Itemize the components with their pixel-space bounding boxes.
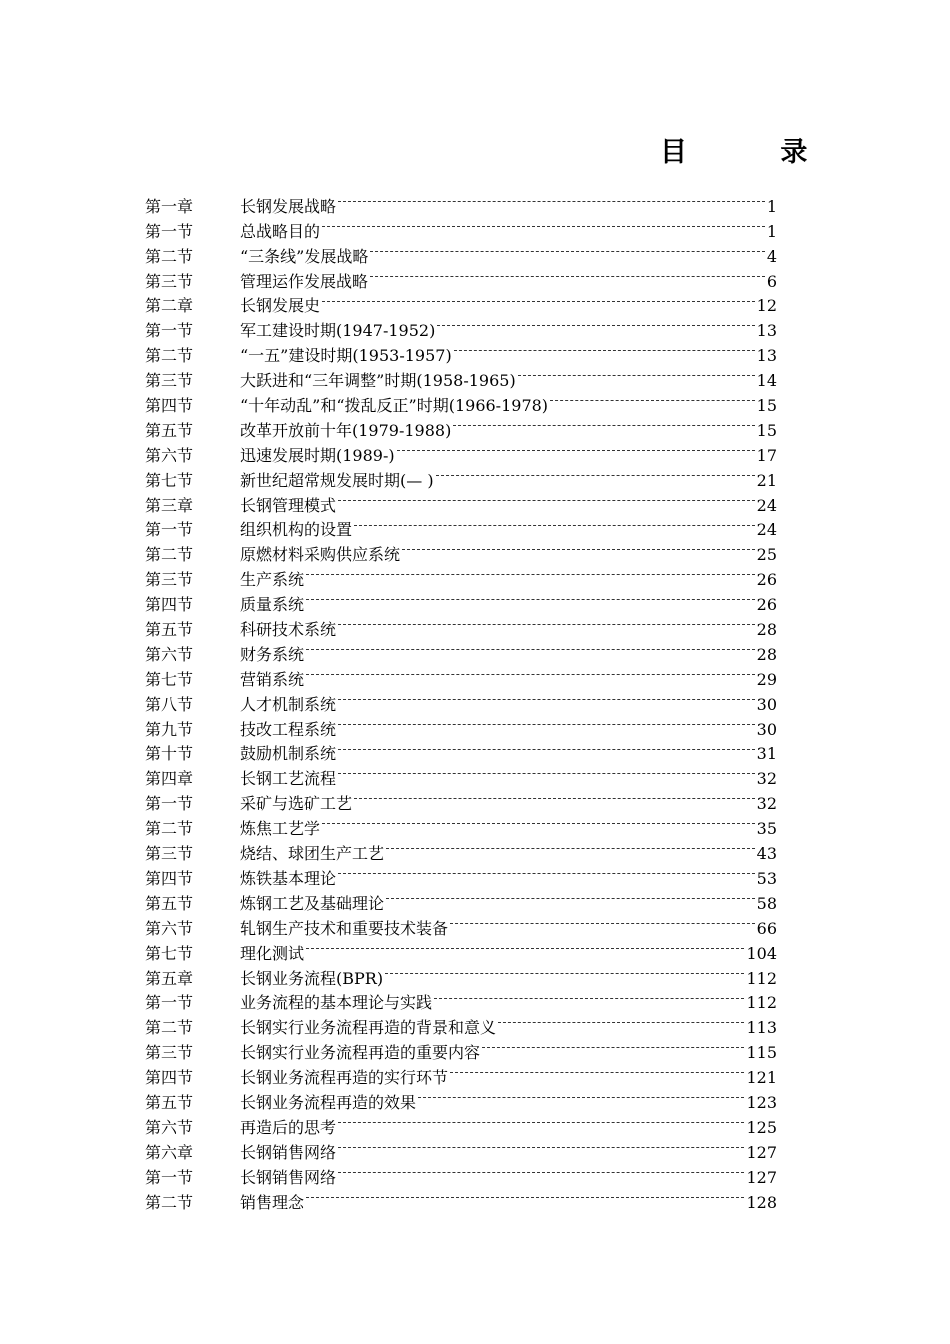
toc-entry-page: 28 bbox=[756, 620, 777, 640]
toc-entry-label: 第二章 bbox=[145, 296, 194, 316]
toc-entry-page: 53 bbox=[756, 868, 777, 888]
toc-entry-label: 第三节 bbox=[145, 271, 194, 291]
toc-entry-label: 第一节 bbox=[145, 794, 194, 814]
toc-entry-page: 29 bbox=[756, 669, 777, 689]
toc-entry-page: 127 bbox=[746, 1167, 777, 1187]
toc-entry-page: 31 bbox=[756, 744, 777, 764]
toc-entry-page: 26 bbox=[756, 595, 777, 615]
toc-entry-title: 轧钢生产技术和重要技术装备 bbox=[240, 918, 449, 938]
toc-entry-label: 第五节 bbox=[145, 420, 194, 440]
toc-leader-line bbox=[516, 361, 757, 386]
toc-entry-label: 第五节 bbox=[145, 1092, 194, 1112]
toc-entry-title: 总战略目的 bbox=[240, 221, 321, 241]
toc-leader-line bbox=[336, 1158, 746, 1183]
toc-entry-label: 第二节 bbox=[145, 246, 194, 266]
toc-entry-title: 再造后的思考 bbox=[240, 1117, 337, 1137]
toc-entry-page: 30 bbox=[756, 694, 777, 714]
toc-leader-line bbox=[320, 212, 767, 237]
toc-list bbox=[145, 187, 777, 1212]
toc-entry-page: 1 bbox=[766, 196, 777, 216]
toc-entry-page: 13 bbox=[756, 321, 777, 341]
toc-entry-title: 销售理念 bbox=[240, 1192, 305, 1212]
toc-entry-title: 鼓励机制系统 bbox=[240, 744, 337, 764]
toc-entry-page: 66 bbox=[756, 918, 777, 938]
toc-entry-title: 长钢发展战略 bbox=[240, 196, 337, 216]
toc-entry-label: 第一章 bbox=[145, 196, 194, 216]
toc-leader-line bbox=[384, 884, 757, 909]
toc-entry-title: “一五”建设时期(1953-1957) bbox=[240, 346, 452, 366]
toc-entry-title: 长钢管理模式 bbox=[240, 495, 337, 515]
toc-entry-title: 技改工程系统 bbox=[240, 719, 337, 739]
toc-entry-page: 128 bbox=[746, 1192, 777, 1212]
toc-leader-line bbox=[352, 784, 757, 809]
toc-leader-line bbox=[336, 710, 757, 735]
toc-leader-line bbox=[336, 1133, 746, 1158]
toc-entry-title: 长钢发展史 bbox=[240, 296, 321, 316]
toc-leader-line bbox=[304, 1183, 746, 1208]
toc-entry-title: 长钢业务流程再造的效果 bbox=[240, 1092, 417, 1112]
toc-entry-page: 25 bbox=[756, 545, 777, 565]
toc-entry-label: 第十节 bbox=[145, 744, 194, 764]
toc-entry-page: 123 bbox=[746, 1092, 777, 1112]
toc-leader-line bbox=[451, 411, 756, 436]
toc-entry-page: 104 bbox=[746, 943, 777, 963]
toc-entry-title: 长钢实行业务流程再造的重要内容 bbox=[240, 1043, 481, 1063]
toc-entry-title: 军工建设时期(1947-1952) bbox=[240, 321, 436, 341]
toc-entry-title: 长钢业务流程再造的实行环节 bbox=[240, 1068, 449, 1088]
toc-entry-label: 第五节 bbox=[145, 620, 194, 640]
toc-leader-line bbox=[452, 336, 757, 361]
toc-leader-line bbox=[400, 535, 757, 560]
toc-entry-page: 13 bbox=[756, 346, 777, 366]
toc-leader-line bbox=[383, 959, 746, 984]
toc-entry-label: 第六节 bbox=[145, 445, 194, 465]
toc-entry-page: 112 bbox=[746, 968, 777, 988]
toc-entry-title: 炼铁基本理论 bbox=[240, 868, 337, 888]
toc-leader-line bbox=[548, 386, 757, 411]
toc-entry-page: 112 bbox=[746, 993, 777, 1013]
toc-leader-line bbox=[395, 436, 757, 461]
toc-entry-page: 43 bbox=[756, 844, 777, 864]
toc-entry-label: 第四章 bbox=[145, 769, 194, 789]
toc-leader-line bbox=[336, 486, 757, 511]
toc-leader-line bbox=[435, 311, 756, 336]
toc-leader-line bbox=[448, 1058, 746, 1083]
toc-entry-label: 第三节 bbox=[145, 1043, 194, 1063]
toc-entry-label: 第六节 bbox=[145, 918, 194, 938]
toc-leader-line bbox=[336, 187, 767, 212]
toc-entry-label: 第二节 bbox=[145, 819, 194, 839]
toc-entry-title: 长钢工艺流程 bbox=[240, 769, 337, 789]
toc-entry-page: 30 bbox=[756, 719, 777, 739]
toc-entry-page: 4 bbox=[766, 246, 777, 266]
toc-leader-line bbox=[336, 735, 757, 760]
toc-entry-label: 第三章 bbox=[145, 495, 194, 515]
toc-entry-label: 第五节 bbox=[145, 893, 194, 913]
toc-entry-title: “十年动乱”和“拨乱反正”时期(1966-1978) bbox=[240, 396, 549, 416]
toc-leader-line bbox=[320, 809, 757, 834]
toc-leader-line bbox=[384, 834, 757, 859]
toc-entry-label: 第三节 bbox=[145, 570, 194, 590]
toc-entry-page: 32 bbox=[756, 794, 777, 814]
toc-entry-title: 人才机制系统 bbox=[240, 694, 337, 714]
toc-leader-line bbox=[368, 262, 767, 287]
toc-entry-title: 财务系统 bbox=[240, 644, 305, 664]
toc-entry-title: 理化测试 bbox=[240, 943, 305, 963]
toc-leader-line bbox=[304, 660, 757, 685]
toc-entry-page: 113 bbox=[746, 1018, 777, 1038]
toc-leader-line bbox=[480, 1033, 746, 1058]
toc-entry-label: 第六章 bbox=[145, 1142, 194, 1162]
toc-entry-label: 第一节 bbox=[145, 1167, 194, 1187]
toc-leader-line bbox=[304, 635, 757, 660]
toc-leader-line bbox=[336, 685, 757, 710]
toc-entry-title: 生产系统 bbox=[240, 570, 305, 590]
toc-entry-label: 第四节 bbox=[145, 396, 194, 416]
toc-entry-page: 125 bbox=[746, 1117, 777, 1137]
toc-leader-line bbox=[304, 585, 757, 610]
toc-entry-label: 第一节 bbox=[145, 221, 194, 241]
toc-leader-line bbox=[368, 237, 766, 262]
toc-leader-line bbox=[496, 1008, 746, 1033]
toc-entry-label: 第五章 bbox=[145, 968, 194, 988]
toc-leader-line bbox=[434, 461, 757, 486]
toc-entry-label: 第二节 bbox=[145, 1018, 194, 1038]
toc-leader-line bbox=[304, 560, 757, 585]
toc-entry-title: 迅速发展时期(1989-) bbox=[240, 445, 395, 465]
toc-entry-page: 26 bbox=[756, 570, 777, 590]
toc-entry-page: 15 bbox=[756, 420, 777, 440]
toc-leader-line bbox=[432, 984, 746, 1009]
toc-entry-label: 第七节 bbox=[145, 943, 194, 963]
toc-entry-page: 24 bbox=[756, 495, 777, 515]
toc-entry-title: 炼钢工艺及基础理论 bbox=[240, 893, 385, 913]
toc-entry-title: 新世纪超常规发展时期(— ) bbox=[240, 470, 434, 490]
toc-entry-label: 第三节 bbox=[145, 371, 194, 391]
toc-entry-title: 长钢销售网络 bbox=[240, 1142, 337, 1162]
toc-entry-page: 1 bbox=[766, 221, 777, 241]
toc-leader-line bbox=[336, 759, 757, 784]
toc-entry-title: 长钢业务流程(BPR) bbox=[240, 968, 384, 988]
toc-entry-page: 17 bbox=[756, 445, 777, 465]
toc-entry-title: 烧结、球团生产工艺 bbox=[240, 844, 385, 864]
toc-entry-title: 科研技术系统 bbox=[240, 620, 337, 640]
toc-title: 目 录 bbox=[660, 137, 850, 168]
toc-entry-label: 第二节 bbox=[145, 1192, 194, 1212]
toc-entry-title: 管理运作发展战略 bbox=[240, 271, 369, 291]
toc-leader-line bbox=[336, 1108, 746, 1133]
toc-entry-title: 采矿与选矿工艺 bbox=[240, 794, 353, 814]
toc-entry-label: 第一节 bbox=[145, 993, 194, 1013]
toc-entry-page: 12 bbox=[756, 296, 777, 316]
toc-entry-title: 长钢销售网络 bbox=[240, 1167, 337, 1187]
toc-entry-page: 115 bbox=[746, 1043, 777, 1063]
toc-entry-label: 第六节 bbox=[145, 644, 194, 664]
toc-entry-page: 21 bbox=[756, 470, 777, 490]
toc-entry-title: 原燃材料采购供应系统 bbox=[240, 545, 401, 565]
toc-entry-label: 第四节 bbox=[145, 1068, 194, 1088]
toc-leader-line bbox=[320, 287, 757, 312]
toc-entry-page: 58 bbox=[756, 893, 777, 913]
toc-entry-label: 第二节 bbox=[145, 545, 194, 565]
toc-leader-line bbox=[336, 610, 757, 635]
toc-entry-label: 第四节 bbox=[145, 595, 194, 615]
toc-entry-page: 6 bbox=[766, 271, 777, 291]
toc-leader-line bbox=[304, 934, 746, 959]
toc-entry-page: 127 bbox=[746, 1142, 777, 1162]
toc-entry-title: “三条线”发展战略 bbox=[240, 246, 369, 266]
toc-entry-page: 15 bbox=[756, 396, 777, 416]
toc-entry-title: 业务流程的基本理论与实践 bbox=[240, 993, 433, 1013]
toc-leader-line bbox=[352, 511, 757, 536]
toc-entry-label: 第二节 bbox=[145, 346, 194, 366]
toc-entry-label: 第九节 bbox=[145, 719, 194, 739]
toc-entry-label: 第一节 bbox=[145, 520, 194, 540]
toc-entry-title: 质量系统 bbox=[240, 595, 305, 615]
toc-entry-label: 第八节 bbox=[145, 694, 194, 714]
toc-entry-title: 大跃进和“三年调整”时期(1958-1965) bbox=[240, 371, 516, 391]
toc-entry-label: 第六节 bbox=[145, 1117, 194, 1137]
toc-entry-page: 14 bbox=[756, 371, 777, 391]
toc-leader-line bbox=[448, 909, 757, 934]
toc-entry-label: 第三节 bbox=[145, 844, 194, 864]
toc-entry-title: 改革开放前十年(1979-1988) bbox=[240, 420, 452, 440]
toc-entry-label: 第七节 bbox=[145, 669, 194, 689]
toc-entry-label: 第七节 bbox=[145, 470, 194, 490]
toc-entry-page: 28 bbox=[756, 644, 777, 664]
toc-entry-label: 第四节 bbox=[145, 868, 194, 888]
toc-entry-page: 35 bbox=[756, 819, 777, 839]
toc-entry-title: 长钢实行业务流程再造的背景和意义 bbox=[240, 1018, 497, 1038]
toc-entry-page: 121 bbox=[746, 1068, 777, 1088]
toc-leader-line bbox=[336, 859, 757, 884]
toc-leader-line bbox=[416, 1083, 746, 1108]
toc-entry-title: 炼焦工艺学 bbox=[240, 819, 321, 839]
toc-entry bbox=[145, 187, 777, 216]
toc-entry-page: 24 bbox=[756, 520, 777, 540]
toc-entry-title: 营销系统 bbox=[240, 669, 305, 689]
toc-entry-page: 32 bbox=[756, 769, 777, 789]
toc-entry-label: 第一节 bbox=[145, 321, 194, 341]
toc-entry-title: 组织机构的设置 bbox=[240, 520, 353, 540]
